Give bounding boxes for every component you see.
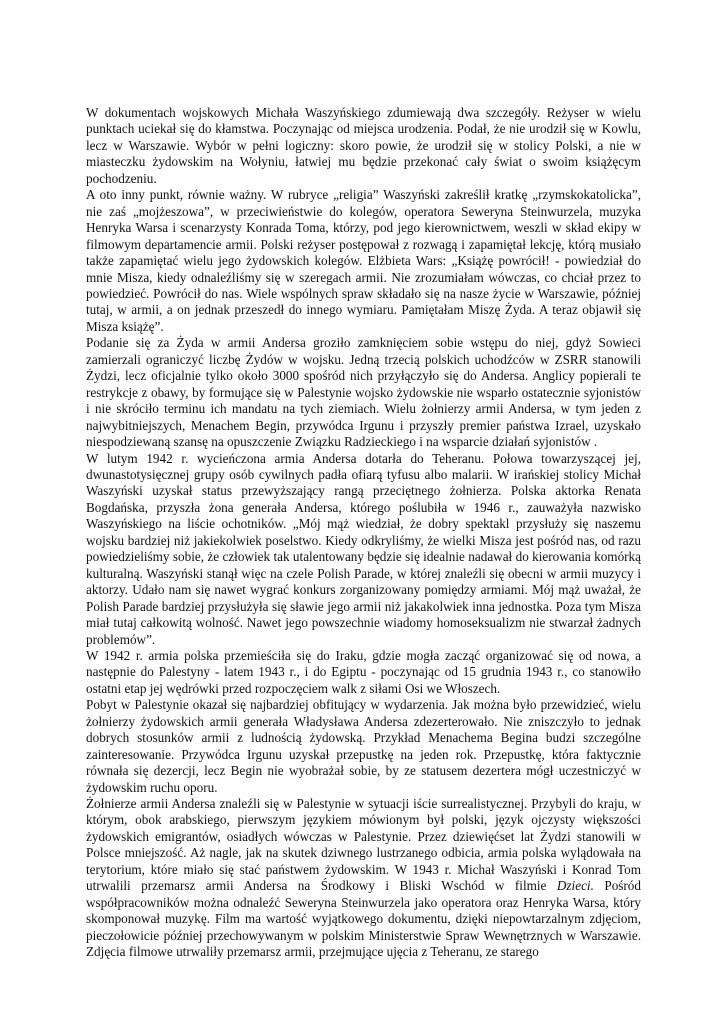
film-title: Dzieci. xyxy=(556,878,594,894)
paragraph-religion: A oto inny punkt, równie ważny. W rubryce „religia” Waszyński zakreślił kratkę „rzymskokatolicka”, nie zaś „mojżeszowa”, w przeciwieństwie do kolegów, operatora Seweryna Steinwurzela, muzyka Henryka Warsa i scenarzysty Konrada Toma, którzy, pod jego kierownictwem, weszli w skład ekipy w filmowym departamencie armii. Polski reżyser postępował z rozwagą i zapamiętał lekcję, którą musiało także zapamiętać wielu jego żydowskich kolegów. Elżbieta Wars: „Książę powrócił! - powiedział do mnie Misza, kiedy odnaleźliśmy się w szeregach armii. Nie zrozumiałam wówczas, co chciał przez to powiedzieć. Powrócił do nas. Wiele wspólnych spraw składało się na nasze życie w Warszawie, później tutaj, w armii, a on jednak przeszedł do innego wymiaru. Pamiętałam Miszę Żyda. A teraz objawił się Misza książę”. xyxy=(86,187,641,334)
paragraph-tehran: W lutym 1942 r. wycieńczona armia Andersa dotarła do Teheranu. Połowa towarzyszącej jej, dwunastotysięcznej grupy osób cywilnych padła ofiarą tyfusu albo malarii. W irańskiej stolicy Michał Waszyński uzyskał status przewyższający rangą przeciętnego żołnierza. Polska aktorka Renata Bogdańska, przyszła żona generała Andersa, którego poślubiła w 1946 r., zauważyła nazwisko Waszyńskiego na liście ochotników. „Mój mąż wiedział, że dobry spektakl przysłuży się naszemu wojsku bardziej niż jakiekolwiek poselstwo. Kiedy odkryliśmy, że wielki Misza jest pośród nas, od razu powiedzieliśmy sobie, że człowiek tak utalentowany będzie się idealnie nadawał do kierowania komórką kulturalną. Waszyński stanął więc na czele Polish Parade, w której znaleźli się obecni w armii muzycy i aktorzy. Udało nam się nawet wygrać konkurs zorganizowany pomiędzy armiami. Mój mąż uważał, że Polish Parade bardziej przysłużyła się sławie jego armii niż jakakolwiek inna jednostka. Poza tym Misza miał tutaj całkowitą wolność. Nawet jego powszechnie wiadomy homoseksualizm nie stwarzał żadnych problemów”. xyxy=(86,450,641,647)
paragraph-text-after-title: Pośród współpracowników można odnaleźć Seweryna Steinwurzela jako operatora oraz Henryka Warsa, który skomponował muzykę. Film ma wartość wyjątkowego dokumentu, dzięki niepowtarzalnym zdjęciom, pieczołowicie później przechowywanym w polskim Ministerstwie Spraw Wewnętrznych w Warszawie. Zdjęcia filmowe utrwaliły przemarsz armii, przejmujące ujęcia z Teheranu, ze starego xyxy=(86,878,641,960)
paragraph-iraq-palestine-egypt: W 1942 r. armia polska przemieściła się do Iraku, gdzie mogła zacząć organizować się od nowa, a następnie do Palestyny - latem 1943 r., i do Egiptu - poczynając od 15 grudnia 1943 r., co stanowiło ostatni etap jej wędrówki przed rozpoczęciem walk z siłami Osi we Włoszech. xyxy=(86,647,641,696)
paragraph-text-before-title: Żołnierze armii Andersa znaleźli się w Palestynie w sytuacji iście surrealistycznej. Przybyli do kraju, w którym, obok arabskiego, pierwszym językiem mówionym był polski, język ojczysty większości żydowskich emigrantów, osiadłych wówczas w Palestynie. Przez dziewięćset lat Żydzi stanowili w Polsce mniejszość. Aż nagle, jak na skutek dziwnego lustrzanego odbicia, armia polska wylądowała na terytorium, które miało się stać państwem żydowskim. W 1943 r. Michał Waszyński i Konrad Tom utrwalili przemarsz armii Andersa na Środkowy i Bliski Wschód w filmie xyxy=(86,796,641,894)
document-body xyxy=(86,105,641,961)
paragraph-palestine-stay: Pobyt w Palestynie okazał się najbardziej obfitujący w wydarzenia. Jak można było przewidzieć, wielu żołnierzy żydowskich armii generała Władysława Andersa zdezerterowało. Nie zniszczyło to jednak dobrych stosunków armii z ludnością żydowską. Przykład Menachema Begina budzi szczególne zainteresowanie. Przywódca Irgunu uzyskał przepustkę na jeden rok. Przepustkę, która faktycznie równała się dezercji, lecz Begin nie wyobrażał sobie, by ze statusem dezertera mógł uczestniczyć w żydowskim ruchu oporu. xyxy=(86,697,641,795)
paragraph-surreal-situation xyxy=(86,796,641,961)
paragraph-anders-army-jews: Podanie się za Żyda w armii Andersa groziło zamknięciem sobie wstępu do niej, gdyż Sowieci zamierzali ograniczyć liczbę Żydów w wojsku. Jedną trzecią polskich uchodźców w ZSRR stanowili Żydzi, lecz oficjalnie tylko około 3000 spośród nich przyłączyło się do Andersa. Anglicy popierali te restrykcje z obawy, by formujące się w Palestynie wojsko żydowskie nie wsparło ostatecznie syjonistów i nie skróciło terminu ich mandatu na tych ziemiach. Wielu żołnierzy armii Andersa, w tym jeden z najwybitniejszych, Menachem Begin, przywódca Irgunu i przyszły premier państwa Izrael, uzyskało niespodziewaną szansę na opuszczenie Związku Radzieckiego i na wsparcie działań syjonistów . xyxy=(86,335,641,450)
paragraph-birthplace: W dokumentach wojskowych Michała Waszyńskiego zdumiewają dwa szczegóły. Reżyser w wielu punktach uciekał się do kłamstwa. Poczynając od miejsca urodzenia. Podał, że nie urodził się w Kowlu, lecz w Warszawie. Wybór w pełni logiczny: skoro powie, że urodził się w stolicy Polski, a nie w miasteczku żydowskim na Wołyniu, łatwiej mu będzie przekonać cały świat o swoim książęcym pochodzeniu. xyxy=(86,105,641,186)
